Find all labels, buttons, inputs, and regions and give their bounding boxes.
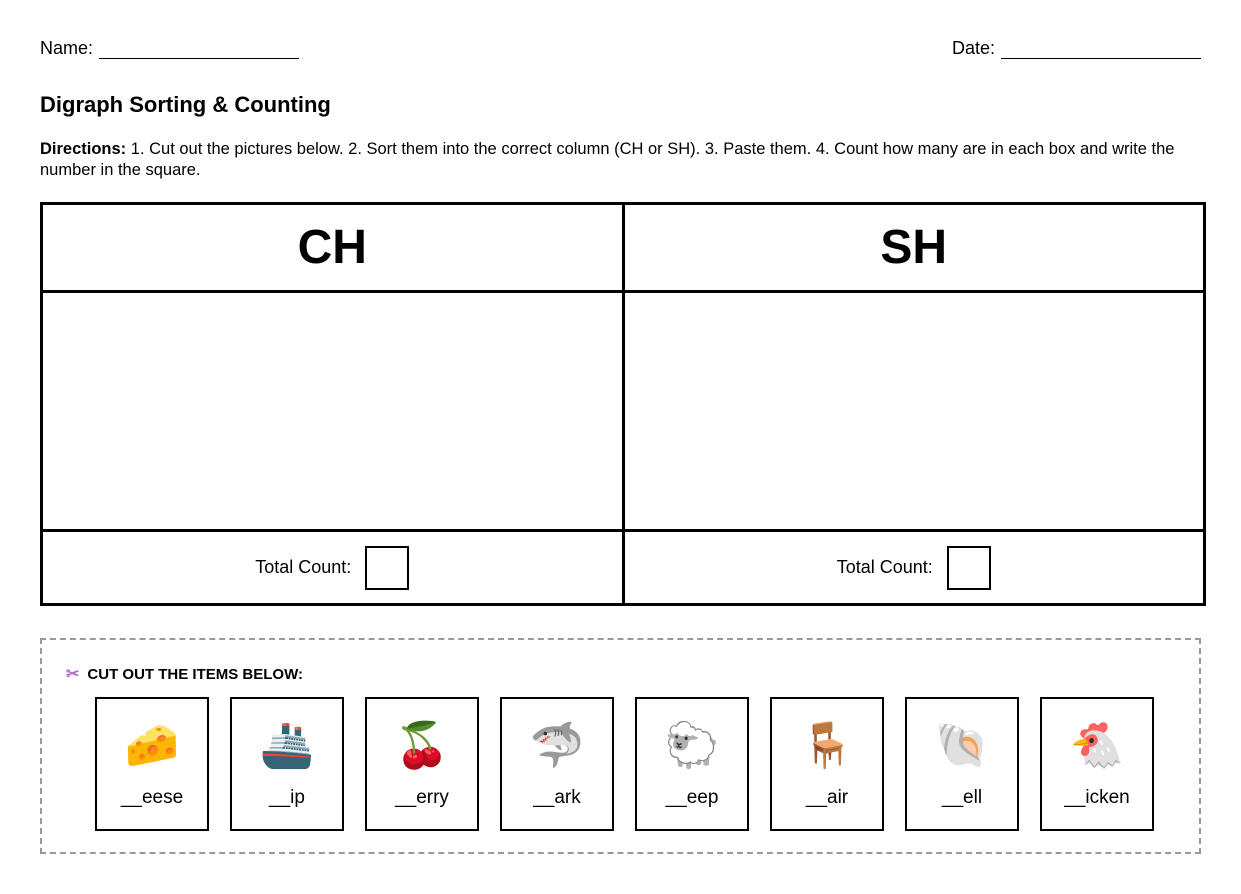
shark-icon: 🦈: [529, 721, 585, 770]
date-line[interactable]: [1001, 40, 1201, 59]
date-field: [952, 38, 1201, 59]
scissors-icon: ✂: [66, 666, 80, 683]
count-box-sh[interactable]: [947, 546, 991, 590]
cherries-icon: 🍒: [394, 721, 450, 770]
card-chicken[interactable]: [1040, 697, 1154, 831]
card-word: __icken: [1064, 787, 1130, 808]
paste-area-ch[interactable]: [42, 292, 624, 531]
date-label: Date:: [951, 38, 995, 58]
cut-out-label: [66, 664, 303, 684]
header-row: [40, 38, 1201, 62]
card-cherry[interactable]: [365, 697, 479, 831]
directions-text: 1. Cut out the pictures below. 2. Sort them into the correct column (CH or SH). 3. Paste them. 4. Count how many are in each box and write the number in the square.: [40, 140, 1175, 179]
name-field: [40, 38, 299, 59]
count-box-ch[interactable]: [365, 546, 409, 590]
chair-icon: 🪑: [799, 721, 855, 770]
card-chair[interactable]: [770, 697, 884, 831]
card-word: __air: [805, 787, 849, 808]
count-cell-sh: [623, 531, 1205, 605]
card-cheese[interactable]: [95, 697, 209, 831]
column-heading-sh: SH: [623, 204, 1205, 292]
card-word: __ark: [533, 787, 581, 808]
card-word: __erry: [395, 787, 449, 808]
card-word: __eese: [120, 787, 184, 808]
name-line[interactable]: [99, 40, 299, 59]
card-ship[interactable]: [230, 697, 344, 831]
count-label-sh: Total Count:: [836, 557, 933, 578]
card-shark[interactable]: [500, 697, 614, 831]
chicken-icon: 🐔: [1069, 721, 1125, 770]
directions: [40, 139, 1200, 181]
cut-out-cards: [95, 697, 1154, 831]
column-heading-ch: CH: [42, 204, 624, 292]
name-label: Name:: [40, 38, 94, 58]
card-sheep[interactable]: [635, 697, 749, 831]
card-word: __eep: [665, 787, 719, 808]
directions-label: Directions:: [40, 140, 127, 158]
card-word: __ell: [941, 787, 983, 808]
cut-out-label-text: CUT OUT THE ITEMS BELOW:: [87, 665, 303, 683]
card-shell[interactable]: [905, 697, 1019, 831]
sorting-table: [40, 202, 1206, 606]
count-cell-ch: [42, 531, 624, 605]
count-label-ch: Total Count:: [255, 557, 352, 578]
paste-area-sh[interactable]: [623, 292, 1205, 531]
shell-icon: 🐚: [934, 721, 990, 770]
ship-icon: 🚢: [259, 721, 315, 770]
sheep-icon: 🐑: [664, 721, 720, 770]
page-title: Digraph Sorting & Counting: [40, 92, 331, 117]
cut-out-section: [40, 638, 1201, 854]
cheese-icon: 🧀: [124, 721, 180, 770]
card-word: __ip: [269, 787, 305, 808]
